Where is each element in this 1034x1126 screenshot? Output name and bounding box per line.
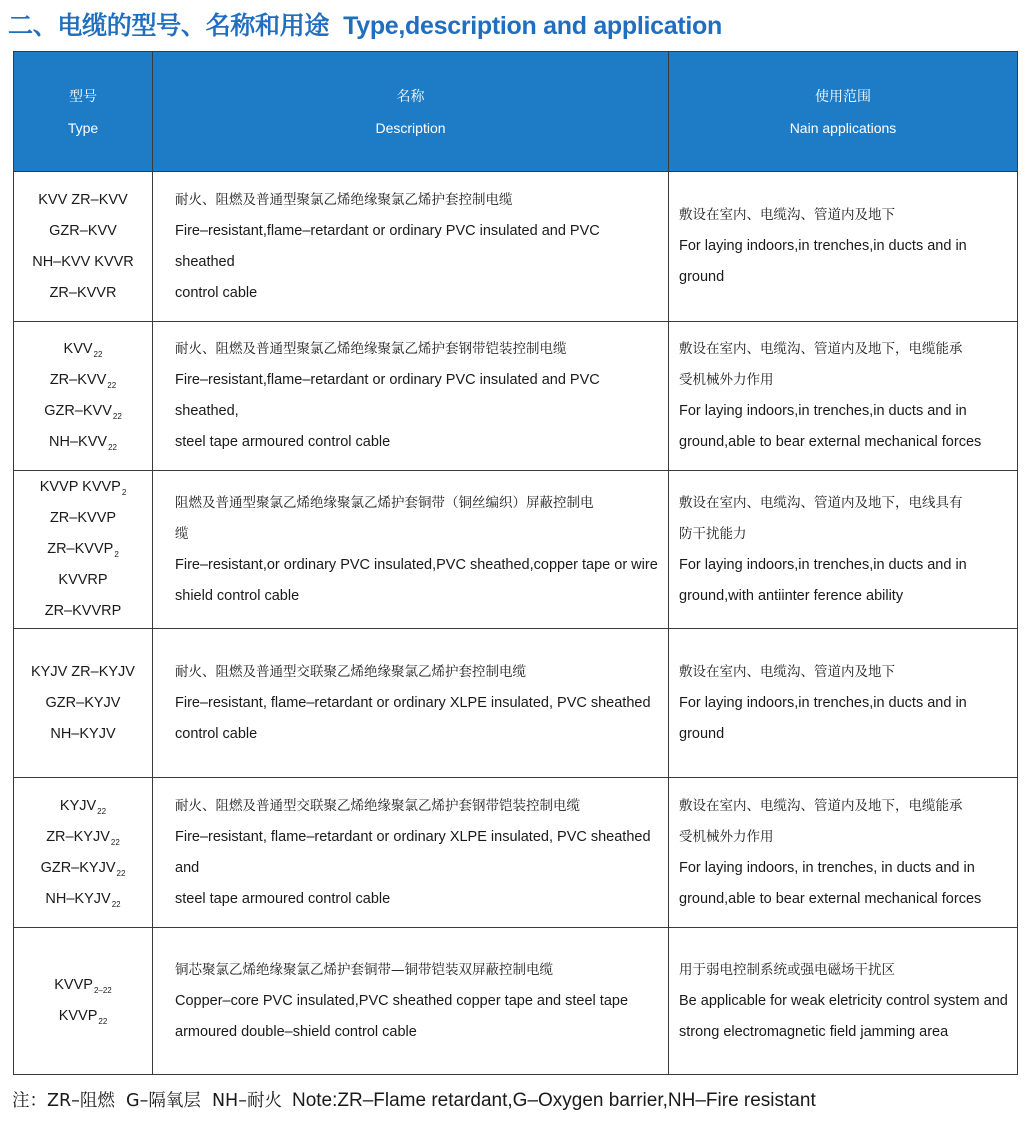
description-en: Copper–core PVC insulated,PVC sheathed copper tape and steel tape	[175, 992, 629, 1009]
application-zh: 敷设在室内、电缆沟、管道内及地下，电线具有	[679, 494, 963, 511]
header-type	[14, 52, 153, 172]
type-code-subscript: 22	[98, 1017, 108, 1026]
description-en: control cable	[175, 725, 258, 742]
type-code	[15, 719, 151, 750]
type-code	[15, 334, 151, 365]
type-code-text: NH–KVV	[49, 434, 108, 450]
type-code	[15, 565, 151, 596]
table-row	[14, 322, 1018, 471]
header-type-zh: 型号	[69, 87, 97, 104]
header-description-zh: 名称	[396, 87, 425, 104]
application-cell	[669, 928, 1018, 1075]
footnote-zh: 注：ZR–阻燃 G–隔氧层 NH–耐火	[12, 1091, 282, 1111]
type-code	[15, 396, 151, 427]
type-code-text: GZR–KVV	[44, 403, 112, 419]
description-en: Fire–resistant, flame–retardant or ordinary XLPE insulated, PVC sheathed	[175, 694, 651, 711]
application-cell	[669, 778, 1018, 928]
application-cell	[669, 629, 1018, 778]
footnote-en: Note:ZR–Flame retardant,G–Oxygen barrier,NH–Fire resistant	[291, 1090, 816, 1111]
type-cell	[14, 629, 153, 778]
description-cell	[153, 322, 669, 471]
type-code-subscript: 22	[111, 899, 121, 909]
type-code-text: GZR–KYJV	[45, 694, 121, 711]
type-code	[15, 365, 151, 396]
application-en: For laying indoors,in trenches,in ducts and in ground	[679, 694, 967, 742]
table-row	[14, 629, 1018, 778]
type-code	[15, 278, 151, 309]
table-body	[14, 172, 1018, 1075]
application-zh: 受机械外力作用	[679, 372, 774, 388]
description-zh: 耐火、阻燃及普通型交联聚乙烯绝缘聚氯乙烯护套钢带铠装控制电缆	[175, 797, 580, 814]
type-code-text: KVV	[63, 341, 93, 357]
type-code-text: GZR–KVV	[49, 222, 117, 239]
description-zh: 铜芯聚氯乙烯绝缘聚氯乙烯护套铜带—铜带铠装双屏蔽控制电缆	[175, 961, 553, 978]
application-en: For laying indoors,in trenches,in ducts and in	[679, 403, 967, 419]
description-en: shield control cable	[175, 587, 300, 604]
application-en: ground,with antiinter ference ability	[679, 587, 904, 604]
table-row	[14, 928, 1018, 1075]
type-code-subscript: 2	[121, 488, 127, 497]
description-zh: 耐火、阻燃及普通型聚氯乙烯绝缘聚氯乙烯护套控制电缆	[175, 191, 513, 208]
application-zh: 防干扰能力	[679, 525, 747, 542]
header-application-zh: 使用范围	[815, 87, 871, 104]
application-en: For laying indoors,in trenches,in ducts and in ground	[679, 238, 967, 285]
description-en: control cable	[175, 284, 258, 301]
type-code-subscript: 22	[110, 837, 120, 847]
section-heading-en: Type,description and application	[343, 12, 722, 40]
table-row	[14, 778, 1018, 928]
type-code-subscript: 22	[116, 868, 126, 878]
application-cell	[669, 471, 1018, 629]
type-code-text: ZR–KVVR	[49, 284, 117, 301]
application-zh: 敷设在室内、电缆沟、管道内及地下	[679, 207, 895, 223]
type-code-subscript: 22	[112, 412, 122, 421]
type-code-subscript: 2	[114, 550, 119, 559]
type-code-text: KYJV ZR–KYJV	[31, 663, 135, 680]
type-code	[15, 503, 151, 534]
cable-spec-table	[13, 51, 1018, 1075]
description-en: Fire–resistant,or ordinary PVC insulated,PVC sheathed,copper tape or wire	[175, 556, 658, 573]
description-en: armoured double–shield control cable	[175, 1023, 417, 1040]
header-application-en: Nain applications	[789, 119, 897, 136]
type-code-text: ZR–KYJV	[46, 828, 110, 845]
section-heading	[8, 8, 722, 44]
table-header-row	[14, 52, 1018, 172]
description-en: steel tape armoured control cable	[175, 434, 391, 450]
header-type-en: Type	[67, 119, 99, 136]
type-code-subscript: 22	[93, 350, 103, 359]
type-cell	[14, 172, 153, 322]
type-code	[15, 216, 151, 247]
type-code-text: NH–KYJV	[45, 890, 111, 907]
application-zh: 敷设在室内、电缆沟、管道内及地下，电缆能承	[679, 797, 963, 814]
type-cell	[14, 471, 153, 629]
description-en: Fire–resistant,flame–retardant or ordinary PVC insulated and PVC sheathed,	[175, 372, 600, 419]
type-code-text: ZR–KVVRP	[44, 603, 122, 619]
type-code-text: ZR–KVV	[49, 372, 107, 388]
description-en: Fire–resistant, flame–retardant or ordinary XLPE insulated, PVC sheathed and	[175, 828, 651, 876]
type-code	[15, 791, 151, 822]
type-code-text: ZR–KVVP	[47, 541, 114, 557]
application-cell	[669, 172, 1018, 322]
header-application	[669, 52, 1018, 172]
type-cell	[14, 928, 153, 1075]
header-description	[153, 52, 669, 172]
type-code-text: KVVP	[58, 1008, 98, 1024]
application-en: ground,able to bear external mechanical forces	[679, 890, 982, 907]
type-code	[15, 534, 151, 565]
type-code	[15, 822, 151, 853]
application-en: For laying indoors, in trenches, in ducts and in	[679, 859, 975, 876]
type-cell	[14, 778, 153, 928]
application-en: strong electromagnetic field jamming area	[679, 1023, 949, 1040]
type-code-text: KVVP	[54, 977, 93, 993]
application-en: ground,able to bear external mechanical forces	[679, 434, 982, 450]
header-description-en: Description	[375, 119, 446, 136]
type-cell	[14, 322, 153, 471]
type-code	[15, 427, 151, 458]
type-code-text: NH–KVV KVVR	[32, 253, 134, 270]
description-zh: 阻燃及普通型聚氯乙烯绝缘聚氯乙烯护套铜带（铜丝编织）屏蔽控制电	[175, 494, 594, 511]
type-code	[15, 688, 151, 719]
type-code	[15, 884, 151, 915]
description-zh: 耐火、阻燃及普通型交联聚乙烯绝缘聚氯乙烯护套控制电缆	[175, 663, 526, 680]
type-code-text: GZR–KYJV	[40, 859, 116, 876]
application-en: Be applicable for weak eletricity control system and	[679, 992, 1008, 1009]
type-code	[15, 247, 151, 278]
description-cell	[153, 778, 669, 928]
type-code-text: KYJV	[59, 797, 97, 814]
type-code-subscript: 22	[108, 443, 117, 452]
type-code	[15, 970, 151, 1001]
type-code	[15, 1001, 151, 1032]
description-cell	[153, 629, 669, 778]
type-code	[15, 596, 151, 627]
type-code-subscript: 22	[107, 381, 117, 390]
type-code	[15, 657, 151, 688]
type-code	[15, 853, 151, 884]
type-code-text: KVVRP	[58, 572, 108, 588]
description-zh: 耐火、阻燃及普通型聚氯乙烯绝缘聚氯乙烯护套钢带铠装控制电缆	[175, 341, 567, 357]
type-code-text: KVV ZR–KVV	[38, 191, 128, 208]
application-zh: 敷设在室内、电缆沟、管道内及地下，电缆能承	[679, 341, 963, 357]
footnote	[12, 1087, 816, 1112]
type-code	[15, 472, 151, 503]
description-cell	[153, 471, 669, 629]
description-cell	[153, 928, 669, 1075]
type-code-text: NH–KYJV	[50, 725, 116, 742]
table-row	[14, 471, 1018, 629]
application-zh: 受机械外力作用	[679, 828, 774, 845]
application-cell	[669, 322, 1018, 471]
application-en: For laying indoors,in trenches,in ducts and in	[679, 556, 967, 573]
application-zh: 用于弱电控制系统或强电磁场干扰区	[679, 961, 895, 978]
description-en: steel tape armoured control cable	[175, 890, 391, 907]
type-code-subscript: 2–22	[93, 986, 112, 995]
application-zh: 敷设在室内、电缆沟、管道内及地下	[679, 663, 895, 680]
type-code	[15, 185, 151, 216]
type-code-text: ZR–KVVP	[49, 510, 117, 526]
description-zh: 缆	[175, 525, 189, 542]
description-en: Fire–resistant,flame–retardant or ordinary PVC insulated and PVC sheathed	[175, 222, 600, 270]
type-code-text: KVVP KVVP	[39, 479, 121, 495]
description-cell	[153, 172, 669, 322]
section-heading-zh: 二、电缆的型号、名称和用途	[8, 11, 330, 40]
type-code-subscript: 22	[97, 806, 107, 816]
table-row	[14, 172, 1018, 322]
